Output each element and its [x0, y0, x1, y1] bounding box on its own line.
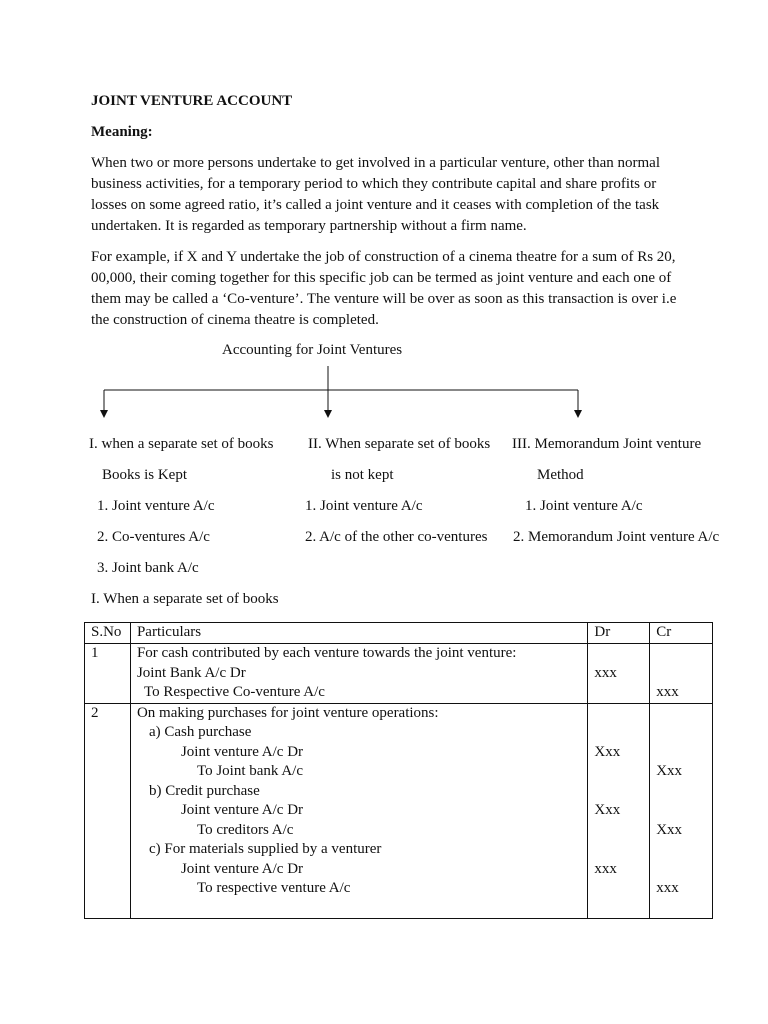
particulars-line: Joint Bank A/c Dr — [136, 664, 246, 681]
paragraph-line: For example, if X and Y undertake the job of construction of a cinema theatre for a sum of Rs 20, — [91, 249, 676, 265]
dr-amount — [594, 723, 643, 743]
dr-amount: Xxx — [594, 802, 621, 818]
particulars-line: To Respective Co-venture A/c — [143, 684, 325, 700]
particulars-line: For cash contributed by each venture towards the joint venture: — [136, 645, 517, 661]
cr-amount — [656, 664, 706, 684]
cr-amount — [656, 644, 706, 664]
cell-cr — [650, 703, 713, 919]
dr-amount — [594, 782, 643, 802]
paragraph-line: losses on some agreed ratio, it’s called a joint venture and it ceases with completion of the task — [91, 197, 660, 213]
dr-amount: xxx — [594, 860, 617, 877]
cr-amount: xxx — [656, 880, 679, 896]
paragraph-line: business activities, for a temporary period to which they contribute capital and share profits or — [91, 176, 657, 192]
table-body — [85, 644, 713, 919]
branch-1-arrowhead — [100, 410, 108, 418]
cell-dr — [588, 644, 650, 704]
table-row — [85, 703, 713, 919]
meaning-heading: Meaning: — [91, 124, 153, 140]
paragraph-line: 00,000, their coming together for this specific job can be termed as joint venture and each one of — [91, 270, 672, 286]
dr-amount: Xxx — [594, 743, 621, 760]
branch-1-item: 3. Joint bank A/c — [97, 560, 199, 576]
branch-3-subheading: Method — [537, 467, 584, 483]
cr-amount — [656, 704, 706, 724]
cr-amount — [656, 743, 706, 763]
cell-particulars — [130, 703, 587, 919]
particulars-line: On making purchases for joint venture operations: — [136, 704, 439, 721]
dr-amount — [594, 762, 643, 782]
particulars-line: To creditors A/c — [196, 821, 294, 838]
cr-amount — [656, 723, 706, 743]
branch-3-item: 2. Memorandum Joint venture A/c — [513, 529, 720, 545]
section-heading: I. When a separate set of books — [91, 591, 279, 607]
dr-amount — [594, 644, 643, 664]
branch-2-item: 2. A/c of the other co-ventures — [305, 529, 488, 545]
particulars-line: Joint venture A/c Dr — [180, 743, 304, 760]
dr-amount — [594, 683, 643, 703]
cr-amount — [656, 840, 706, 860]
cr-amount: xxx — [656, 684, 679, 700]
page-title: JOINT VENTURE ACCOUNT — [91, 93, 293, 109]
branch-1-item: 1. Joint venture A/c — [97, 498, 215, 514]
particulars-line: c) For materials supplied by a venturer — [148, 841, 382, 857]
paragraph-line: When two or more persons undertake to get involved in a particular venture, other than normal — [91, 155, 660, 171]
branch-3-item: 1. Joint venture A/c — [525, 498, 643, 514]
journal-entries-table — [84, 622, 713, 919]
cr-amount — [656, 860, 706, 880]
dr-amount — [594, 879, 643, 899]
branch-1-subheading: Books is Kept — [102, 467, 188, 483]
particulars-line: Joint venture A/c Dr — [180, 802, 304, 818]
diagram-root-label: Accounting for Joint Ventures — [222, 342, 403, 358]
dr-amount — [594, 821, 643, 841]
particulars-line: b) Credit purchase — [148, 782, 260, 799]
cr-amount — [656, 801, 706, 821]
table-row — [85, 644, 713, 704]
header-cr: Cr — [650, 623, 713, 644]
particulars-line: To Joint bank A/c — [196, 763, 303, 779]
branch-2-subheading: is not kept — [331, 467, 394, 483]
branch-3-arrowhead — [574, 410, 582, 418]
cr-amount: Xxx — [656, 821, 683, 838]
cell-dr — [588, 703, 650, 919]
header-dr: Dr — [588, 623, 650, 644]
particulars-line: Joint venture A/c Dr — [180, 860, 304, 877]
dr-amount — [594, 840, 643, 860]
cell-sno: 2 — [85, 703, 131, 919]
branch-2-heading: II. When separate set of books — [308, 436, 491, 452]
cell-sno: 1 — [85, 644, 131, 704]
paragraph-line: them may be called a ‘Co-venture’. The venture will be over as soon as this transaction is over i.e — [91, 291, 677, 307]
branch-2-item: 1. Joint venture A/c — [305, 498, 423, 514]
particulars-line: To respective venture A/c — [196, 880, 351, 896]
cr-amount: Xxx — [656, 763, 683, 779]
cell-cr — [650, 644, 713, 704]
dr-amount: xxx — [594, 664, 617, 681]
paragraph-line: undertaken. It is regarded as temporary partnership without a firm name. — [91, 218, 527, 234]
paragraph-line: the construction of cinema theatre is completed. — [91, 312, 379, 328]
branch-1-item: 2. Co-ventures A/c — [97, 529, 210, 545]
particulars-line: a) Cash purchase — [148, 724, 252, 740]
cell-particulars — [130, 644, 587, 704]
dr-amount — [594, 704, 643, 724]
header-sno: S.No — [85, 623, 131, 644]
header-particulars: Particulars — [130, 623, 587, 644]
branch-2-arrowhead — [324, 410, 332, 418]
table-header-row — [85, 623, 713, 644]
branch-1-heading: I. when a separate set of books — [89, 436, 274, 452]
cr-amount — [656, 782, 706, 802]
branch-3-heading: III. Memorandum Joint venture — [512, 436, 702, 452]
